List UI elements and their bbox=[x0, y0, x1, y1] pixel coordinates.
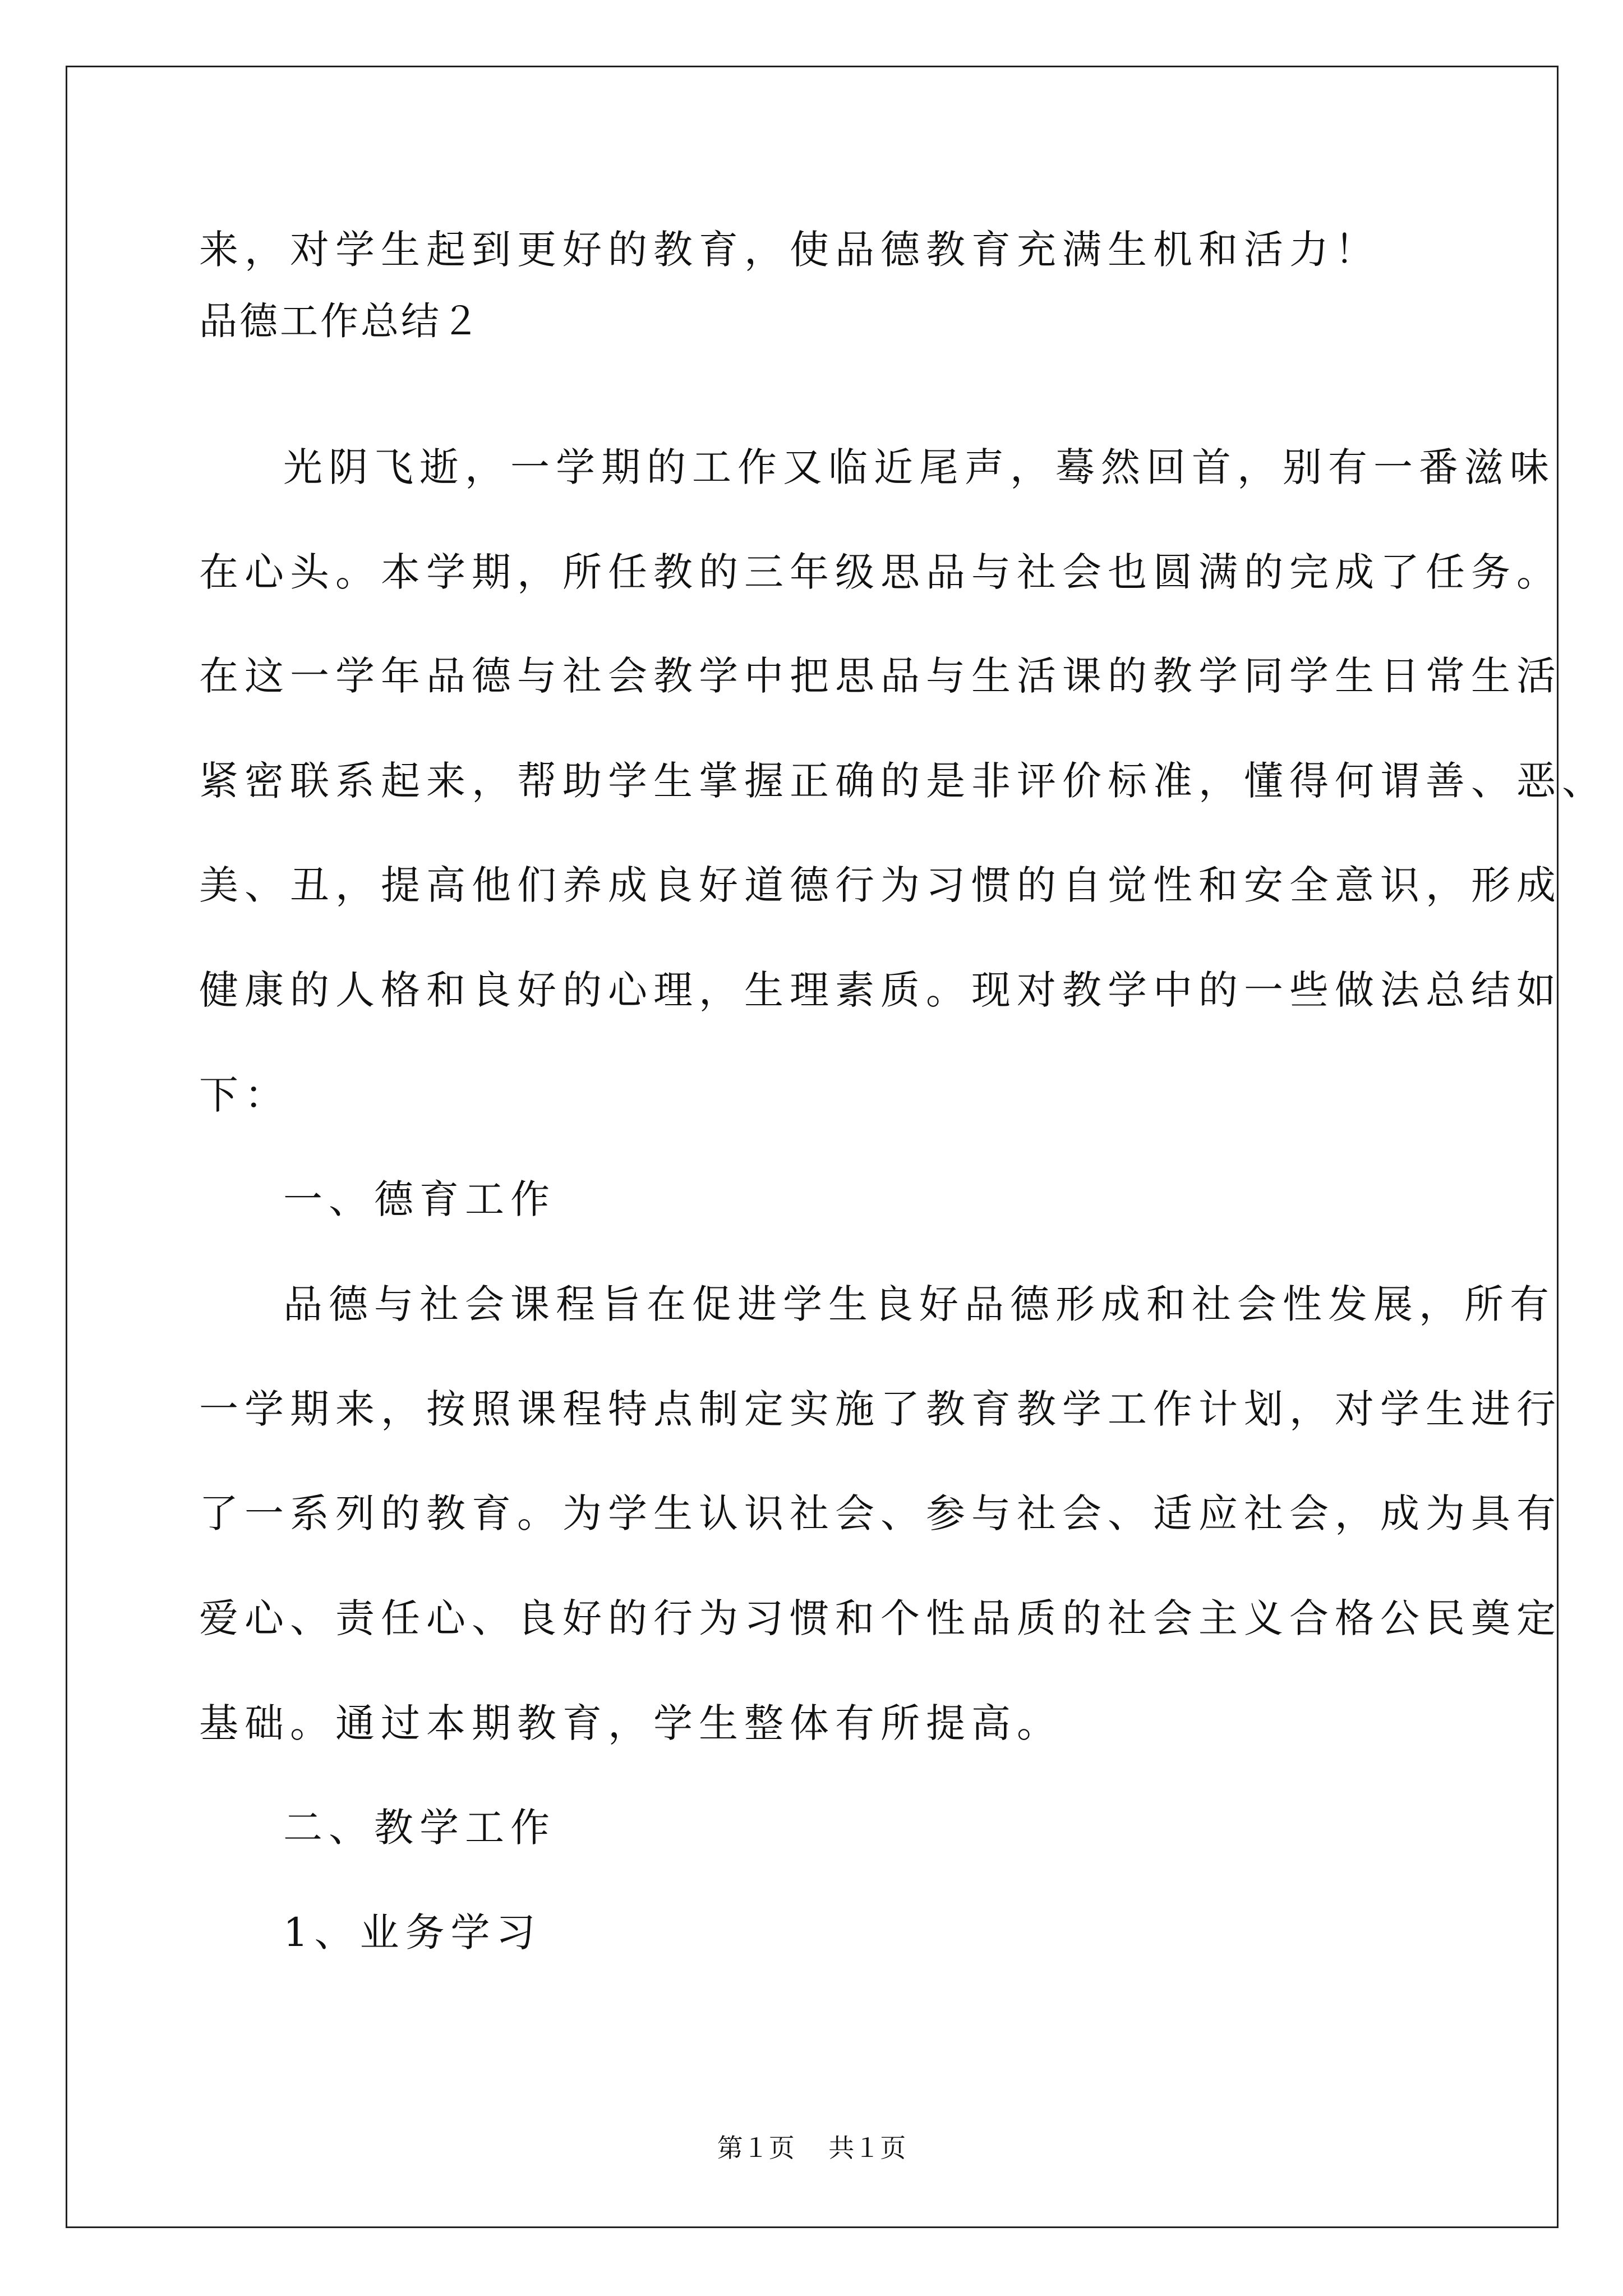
page-border bbox=[66, 66, 1559, 2228]
paragraph-line: 光阴飞逝，一学期的工作又临近尾声，蓦然回首，别有一番滋味 bbox=[283, 444, 1555, 490]
paragraph-line: 下： bbox=[199, 1072, 290, 1118]
paragraph-line: 紧密联系起来，帮助学生掌握正确的是非评价标准，懂得何谓善、恶、 bbox=[199, 758, 1607, 804]
paragraph-line: 在这一学年品德与社会教学中把思品与生活课的教学同学生日常生活 bbox=[199, 653, 1562, 699]
subheading: 一、德育工作 bbox=[283, 1176, 556, 1222]
paragraph-line: 来，对学生起到更好的教育，使品德教育充满生机和活力！ bbox=[199, 227, 1380, 273]
paragraph-line: 基础。通过本期教育，学生整体有所提高。 bbox=[199, 1700, 1062, 1746]
paragraph-line: 在心头。本学期，所任教的三年级思品与社会也圆满的完成了任务。 bbox=[199, 549, 1562, 595]
page-number-footer: 第１页 共１页 bbox=[717, 2133, 906, 2163]
paragraph-line: 爱心、责任心、良好的行为习惯和个性品质的社会主义合格公民奠定 bbox=[199, 1595, 1562, 1641]
paragraph-line: 了一系列的教育。为学生认识社会、参与社会、适应社会，成为具有 bbox=[199, 1490, 1562, 1536]
paragraph-line: 健康的人格和良好的心理，生理素质。现对教学中的一些做法总结如 bbox=[199, 967, 1562, 1013]
paragraph-line: 一学期来，按照课程特点制定实施了教育教学工作计划，对学生进行 bbox=[199, 1386, 1562, 1432]
subheading: 1、业务学习 bbox=[283, 1910, 542, 1955]
paragraph-line: 品德与社会课程旨在促进学生良好品德形成和社会性发展，所有 bbox=[283, 1281, 1555, 1327]
section-title: 品德工作总结２ bbox=[199, 300, 482, 344]
subheading: 二、教学工作 bbox=[283, 1805, 556, 1851]
paragraph-line: 美、丑，提高他们养成良好道德行为习惯的自觉性和安全意识，形成 bbox=[199, 862, 1562, 908]
